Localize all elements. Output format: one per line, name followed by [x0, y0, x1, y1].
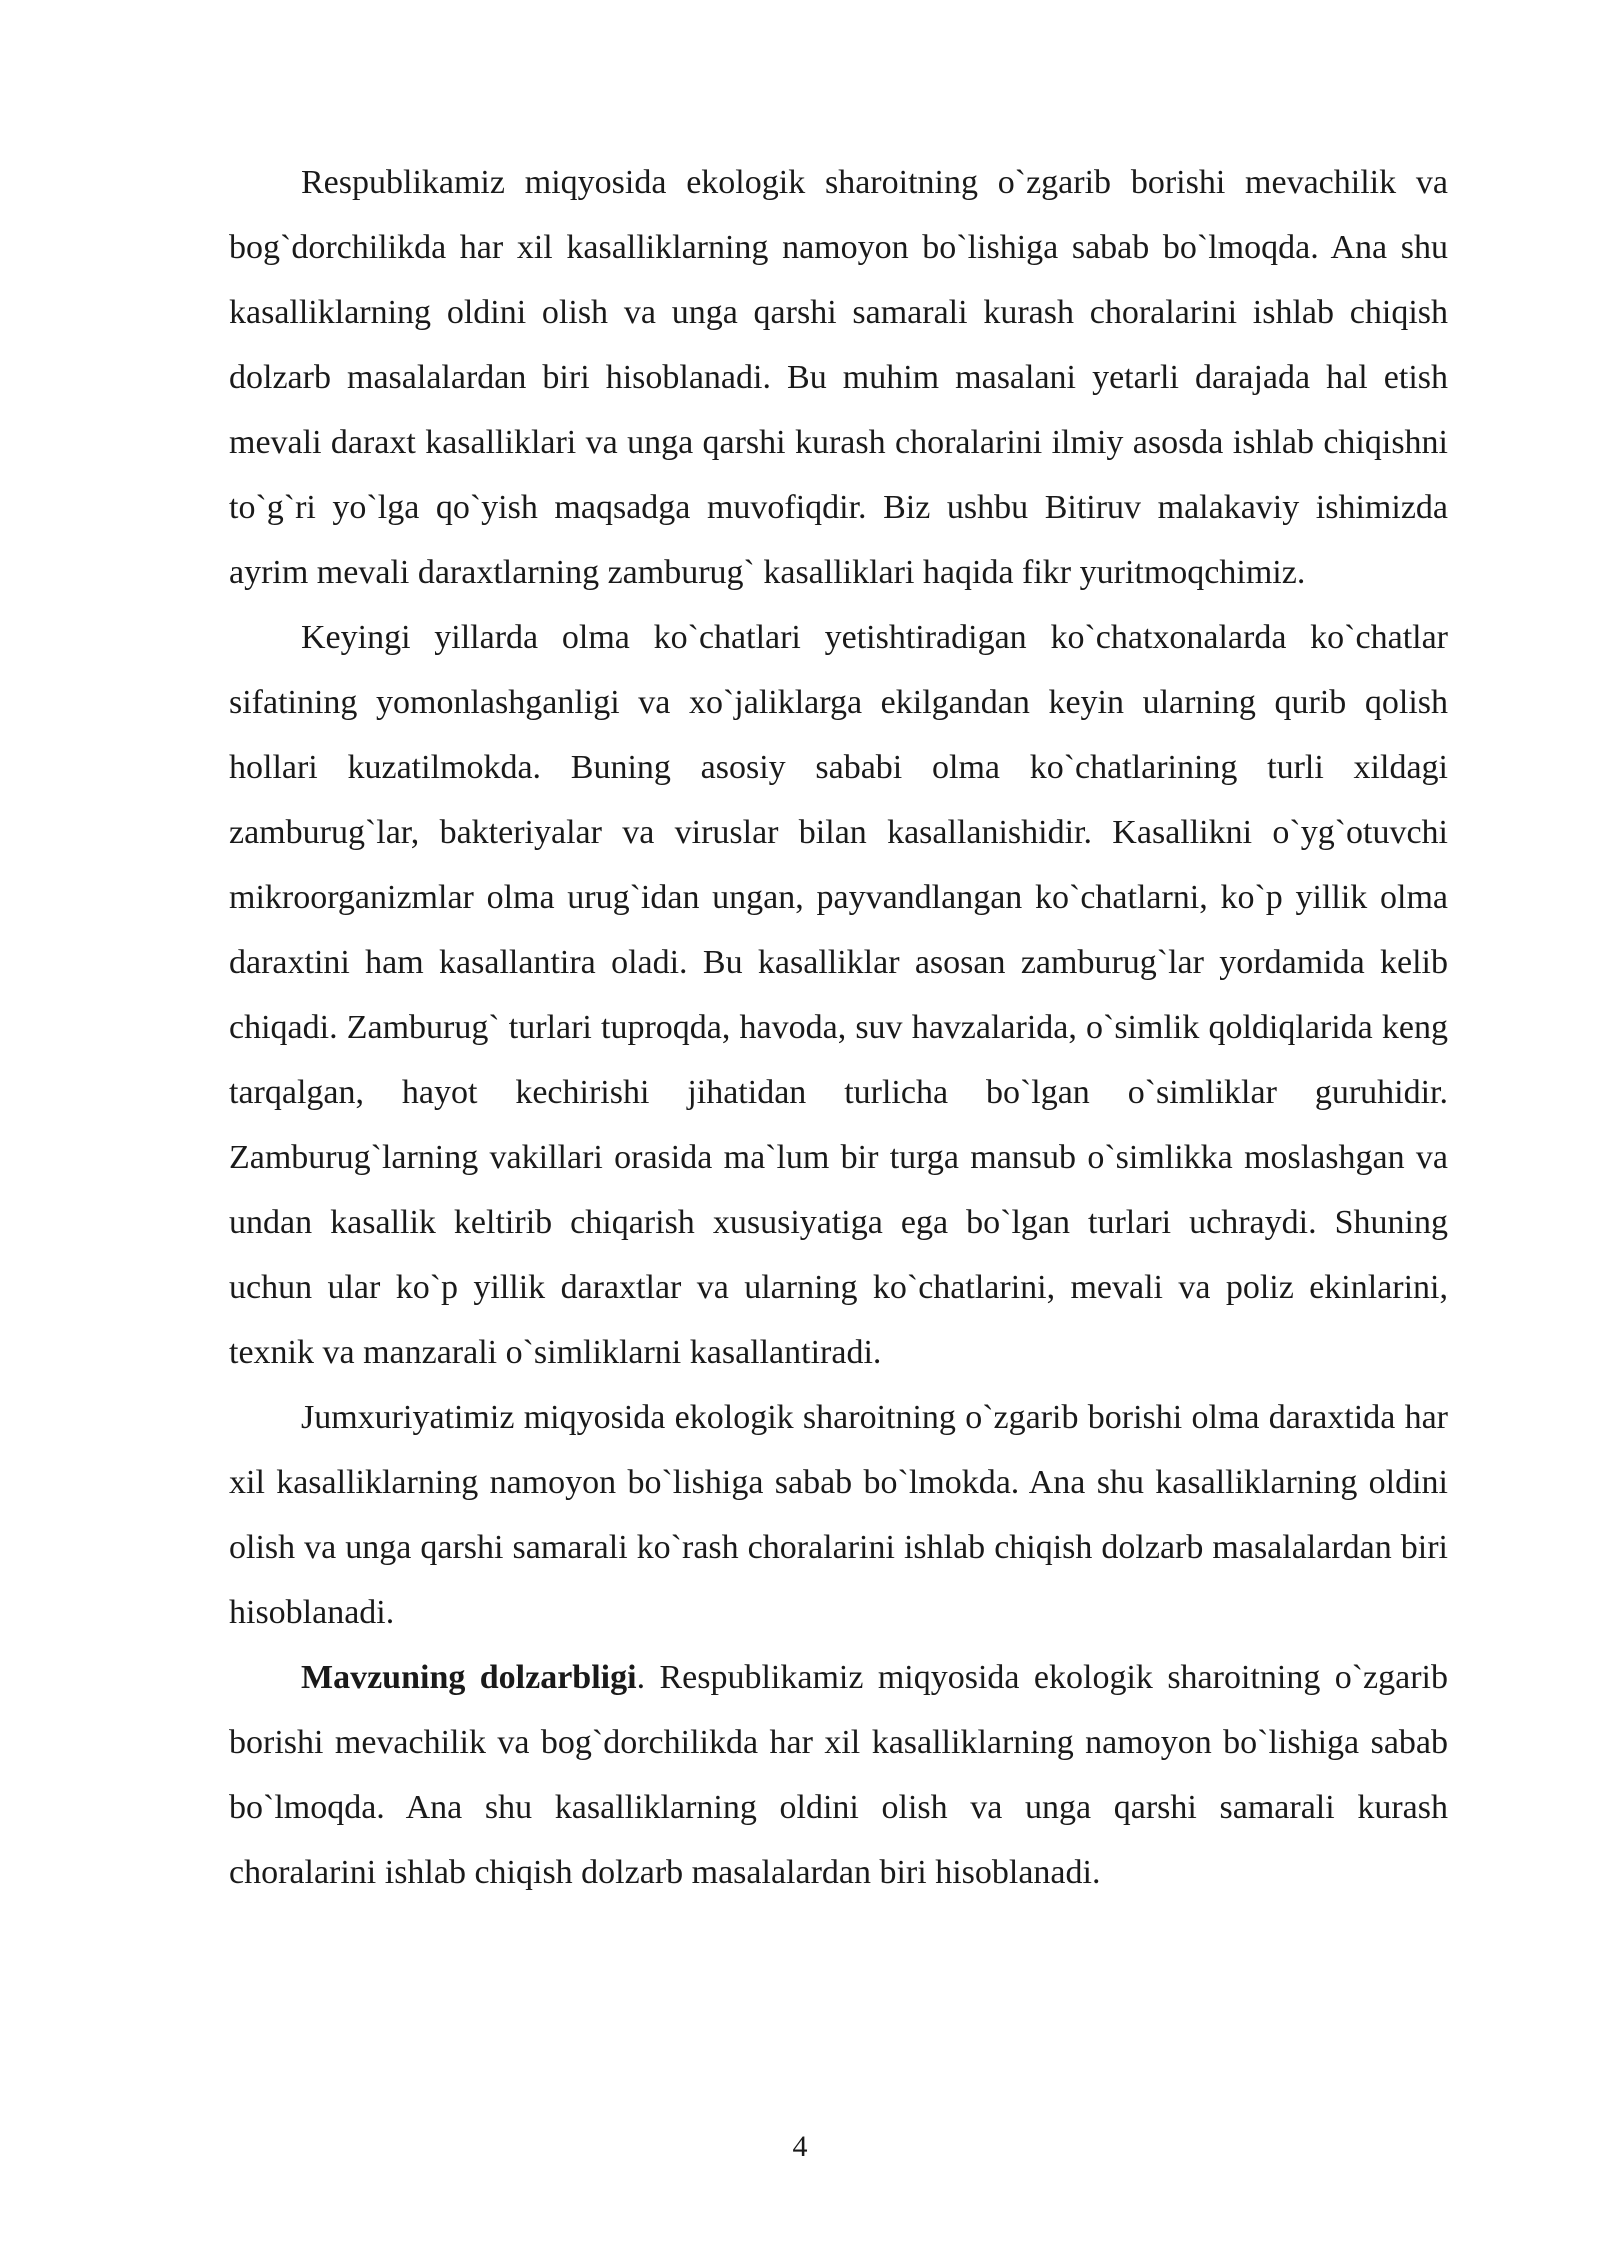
paragraph-republic-text: Jumxuriyatimiz miqyosida ekologik sharoitning o`zgarib borishi olma daraxtida har xil kasalliklarning namoyon bo`lishiga sabab bo`lmokda. Ana shu kasalliklarning oldini olish va unga qarshi samarali ko`rash choralarini ishlab chiqish dolzarb masalalardan biri hisoblanadi. — [229, 1399, 1448, 1631]
page-number: 4 — [792, 2130, 808, 2163]
paragraph-seedlings — [229, 605, 1448, 1385]
paragraph-relevance-text: . Respublikamiz miqyosida ekologik sharoitning o`zgarib borishi mevachilik va bog`dorchilikda har xil kasalliklarning namoyon bo`lishiga sabab bo`lmoqda. Ana shu kasalliklarning oldini olish va unga qarshi samarali kurash choralarini ishlab chiqish dolzarb masalalardan biri hisoblanadi. — [229, 1659, 1448, 1891]
paragraph-intro — [229, 150, 1448, 605]
relevance-heading: Mavzuning dolzarbligi — [301, 1659, 637, 1696]
body-text — [229, 150, 1448, 1905]
paragraph-republic — [229, 1385, 1448, 1645]
paragraph-relevance — [229, 1645, 1448, 1905]
paragraph-intro-text: Respublikamiz miqyosida ekologik sharoitning o`zgarib borishi mevachilik va bog`dorchilikda har xil kasalliklarning namoyon bo`lishiga sabab bo`lmoqda. Ana shu kasalliklarning oldini olish va unga qarshi samarali kurash choralarini ishlab chiqish dolzarb masalalardan biri hisoblanadi. Bu muhim masalani yetarli darajada hal etish mevali daraxt kasalliklari va unga qarshi kurash choralarini ilmiy asosda ishlab chiqishni to`g`ri yo`lga qo`yish maqsadga muvofiqdir. Biz ushbu Bitiruv malakaviy ishimizda ayrim mevali daraxtlarning zamburug` kasalliklari haqida fikr yuritmoqchimiz. — [229, 164, 1448, 591]
paragraph-seedlings-text: Keyingi yillarda olma ko`chatlari yetishtiradigan ko`chatxonalarda ko`chatlar sifatining yomonlashganligi va xo`jaliklarga ekilgandan keyin ularning qurib qolish hollari kuzatilmokda. Buning asosiy sababi olma ko`chatlarining turli xildagi zamburug`lar, bakteriyalar va viruslar bilan kasallanishidir. Kasallikni o`yg`otuvchi mikroorganizmlar olma urug`idan ungan, payvandlangan ko`chatlarni, ko`p yillik olma daraxtini ham kasallantira oladi. Bu kasalliklar asosan zamburug`lar yordamida kelib chiqadi. Zamburug` turlari tuproqda, havoda, suv havzalarida, o`simlik qoldiqlarida keng tarqalgan, hayot kechirishi jihatidan turlicha bo`lgan o`simliklar guruhidir. Zamburug`larning vakillari orasida ma`lum bir turga mansub o`simlikka moslashgan va undan kasallik keltirib chiqarish xususiyatiga ega bo`lgan turlari uchraydi. Shuning uchun ular ko`p yillik daraxtlar va ularning ko`chatlarini, mevali va poliz ekinlarini, texnik va manzarali o`simliklarni kasallantiradi. — [229, 619, 1448, 1371]
